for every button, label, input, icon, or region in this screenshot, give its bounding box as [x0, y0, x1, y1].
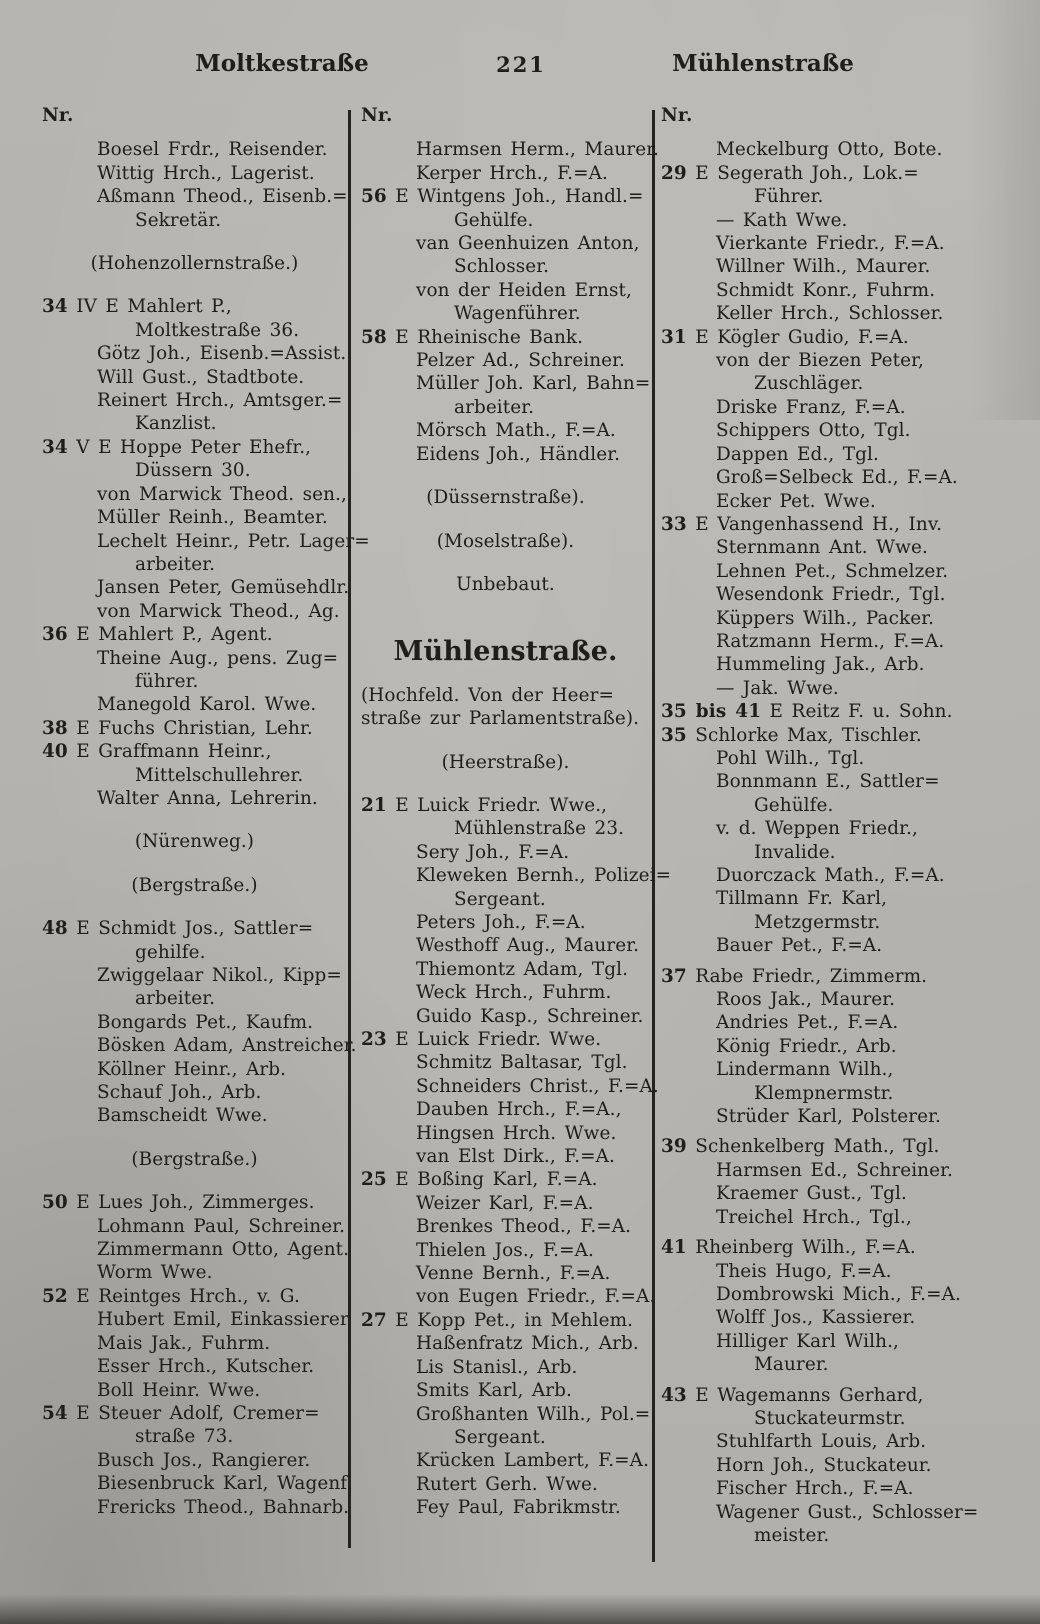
resident-line: Peters Joh., F.=A.	[416, 911, 586, 933]
resident-line: Dappen Ed., Tgl.	[716, 443, 879, 465]
resident-line: Lindermann Wilh.,	[716, 1059, 894, 1081]
resident-line: Strüder Karl, Polsterer.	[716, 1106, 941, 1128]
resident-line: (Hochfeld. Von der Heer=	[361, 684, 615, 706]
resident-line: Roos Jak., Maurer.	[716, 989, 896, 1011]
entry-line: 33 E Vangenhassend H., Inv.	[661, 513, 943, 535]
resident-line: Mittelschullehrer.	[135, 764, 304, 786]
house-number: 25	[361, 1169, 387, 1191]
resident-line: Klempnermstr.	[754, 1082, 894, 1104]
resident-line: Pelzer Ad., Schreiner.	[416, 350, 625, 372]
page-edge-shading	[970, 0, 1040, 420]
entry-line: 34 IV E Mahlert P.,	[42, 296, 232, 318]
cross-street-label: (Moselstraße).	[436, 530, 575, 552]
resident-line: Invalide.	[754, 841, 836, 863]
resident-line: von der Heiden Ernst,	[416, 279, 632, 301]
resident-line: Pohl Wilh., Tgl.	[716, 747, 865, 769]
resident-line: König Friedr., Arb.	[716, 1035, 897, 1057]
resident-line: Will Gust., Stadtbote.	[97, 366, 305, 388]
resident-line: van Elst Dirk., F.=A.	[416, 1146, 616, 1168]
resident-line: gehilfe.	[135, 941, 206, 963]
resident-line: Wagener Gust., Schlosser=	[716, 1501, 979, 1523]
resident-line: Schmidt Konr., Fuhrm.	[716, 279, 936, 301]
resident-line: Dombrowski Mich., F.=A.	[716, 1283, 961, 1305]
resident-line: Sery Joh., F.=A.	[416, 841, 570, 863]
directory-column-right	[661, 104, 979, 1547]
house-number: 38	[42, 717, 68, 739]
column-nr-label: Nr.	[361, 105, 393, 126]
resident-line: Köllner Heinr., Arb.	[97, 1058, 287, 1080]
resident-line: Reinert Hrch., Amtsger.=	[97, 390, 343, 412]
resident-line: von der Biezen Peter,	[716, 350, 924, 372]
resident-line: Meckelburg Otto, Bote.	[716, 139, 943, 161]
cross-street-label: (Heerstraße).	[441, 751, 570, 773]
resident-line: Theine Aug., pens. Zug=	[97, 647, 339, 669]
resident-line: Bongards Pet., Kaufm.	[97, 1011, 314, 1033]
directory-column-middle	[361, 104, 672, 1520]
entry-line: 39 Schenkelberg Math., Tgl.	[661, 1136, 940, 1158]
resident-line: Lohmann Paul, Schreiner.	[97, 1215, 346, 1237]
resident-line: Kanzlist.	[135, 413, 217, 435]
resident-line: Theis Hugo, F.=A.	[716, 1260, 892, 1282]
house-number: 31	[661, 326, 687, 348]
resident-line: Großhanten Wilh., Pol.=	[416, 1403, 651, 1425]
resident-line: Venne Bernh., F.=A.	[416, 1263, 611, 1285]
resident-line: Duorczack Math., F.=A.	[716, 865, 945, 886]
entry-line: 38 E Fuchs Christian, Lehr.	[42, 717, 313, 739]
resident-line: Mais Jak., Fuhrm.	[97, 1332, 271, 1354]
page-bottom-shadow	[0, 1594, 1040, 1624]
resident-line: Hingsen Hrch. Wwe.	[416, 1122, 617, 1144]
resident-line: Bonnmann E., Sattler=	[716, 771, 940, 793]
resident-line: Haßenfratz Mich., Arb.	[416, 1333, 639, 1355]
house-number: 36	[42, 624, 68, 646]
resident-line: Zimmermann Otto, Agent.	[97, 1239, 350, 1261]
resident-line: Wittig Hrch., Lagerist.	[97, 162, 315, 184]
resident-line: Jansen Peter, Gemüsehdlr.	[97, 577, 350, 599]
house-number: 56	[361, 186, 387, 208]
resident-line: Boll Heinr. Wwe.	[97, 1379, 261, 1401]
resident-line: Bauer Pet., F.=A.	[716, 935, 883, 957]
house-number: 23	[361, 1029, 387, 1050]
resident-line: Willner Wilh., Maurer.	[716, 256, 931, 278]
resident-line: Kraemer Gust., Tgl.	[716, 1183, 907, 1205]
resident-line: Fey Paul, Fabrikmstr.	[416, 1497, 621, 1519]
header-street-left: Moltkestraße	[195, 50, 369, 77]
resident-line: Schauf Joh., Arb.	[97, 1082, 262, 1104]
house-number: 54	[42, 1402, 68, 1424]
resident-line: Aßmann Theod., Eisenb.=	[97, 186, 348, 208]
resident-line: Bösken Adam, Anstreicher.	[97, 1035, 357, 1057]
entry-line: 23 E Luick Friedr. Wwe.	[361, 1029, 602, 1050]
entry-line: 29 E Segerath Joh., Lok.=	[661, 162, 919, 184]
resident-line: Kerper Hrch., F.=A.	[416, 162, 608, 184]
resident-line: Frericks Theod., Bahnarb.	[97, 1496, 350, 1518]
resident-line: Driske Franz, F.=A.	[716, 396, 906, 418]
entry-line: 41 Rheinberg Wilh., F.=A.	[661, 1237, 916, 1259]
resident-line: Harmsen Ed., Schreiner.	[716, 1159, 953, 1181]
resident-line: Rutert Gerh. Wwe.	[416, 1473, 598, 1495]
resident-line: Schippers Otto, Tgl.	[716, 420, 911, 442]
resident-line: Maurer.	[754, 1354, 829, 1376]
resident-line: Zuschläger.	[754, 373, 864, 395]
resident-line: Boesel Frdr., Reisender.	[97, 139, 328, 161]
resident-line: arbeiter.	[454, 396, 535, 418]
resident-line: Sergeant.	[454, 888, 546, 910]
house-number: 34	[42, 296, 68, 318]
resident-line: Thiemontz Adam, Tgl.	[416, 958, 629, 980]
column-divider	[348, 110, 351, 1548]
note-text: Unbebaut.	[456, 573, 555, 595]
resident-line: meister.	[754, 1524, 830, 1546]
resident-line: Stuckateurmstr.	[754, 1407, 906, 1429]
resident-line: Walter Anna, Lehrerin.	[97, 787, 318, 809]
street-section-heading: Mühlenstraße.	[393, 636, 618, 668]
resident-line: Fischer Hrch., F.=A.	[716, 1478, 914, 1500]
resident-line: Dauben Hrch., F.=A.,	[416, 1099, 622, 1121]
resident-line: Ratzmann Herm., F.=A.	[716, 630, 945, 652]
entry-line: 35 Schlorke Max, Tischler.	[661, 724, 922, 746]
resident-line: Keller Hrch., Schlosser.	[716, 303, 944, 325]
resident-line: arbeiter.	[135, 553, 216, 575]
resident-line: Gehülfe.	[454, 209, 534, 231]
resident-line: Tillmann Fr. Karl,	[716, 888, 888, 910]
resident-line: Ecker Pet. Wwe.	[716, 490, 876, 512]
entry-line: 58 E Rheinische Bank.	[361, 326, 584, 348]
resident-line: Götz Joh., Eisenb.=Assist.	[97, 343, 347, 365]
resident-line: Treichel Hrch., Tgl.,	[716, 1206, 912, 1228]
resident-line: Führer.	[754, 186, 824, 208]
resident-line: von Marwick Theod. sen.,	[97, 483, 347, 505]
resident-line: straße zur Parlamentstraße).	[361, 708, 640, 730]
entry-line: 21 E Luick Friedr. Wwe.,	[361, 794, 608, 816]
house-number: 58	[361, 326, 387, 348]
column-divider	[652, 110, 655, 1562]
house-number: 33	[661, 513, 687, 535]
resident-line: Lehnen Pet., Schmelzer.	[716, 560, 949, 582]
house-number: 35 bis 41	[661, 701, 762, 723]
entry-line: 40 E Graffmann Heinr.,	[42, 741, 272, 763]
resident-line: Wagenführer.	[454, 303, 581, 325]
house-number: 43	[661, 1384, 687, 1406]
directory-column-left	[42, 104, 370, 1519]
resident-line: arbeiter.	[135, 988, 216, 1010]
entry-line: 43 E Wagemanns Gerhard,	[661, 1384, 924, 1406]
resident-line: Eidens Joh., Händler.	[416, 443, 621, 465]
resident-line: Sternmann Ant. Wwe.	[716, 537, 928, 559]
house-number: 41	[661, 1237, 687, 1259]
resident-line: Schlosser.	[454, 256, 550, 278]
resident-line: Zwiggelaar Nikol., Kipp=	[97, 965, 342, 986]
resident-line: Metzgermstr.	[754, 911, 881, 933]
entry-line: 36 E Mahlert P., Agent.	[42, 624, 273, 646]
cross-street-label: (Hohenzollernstraße.)	[90, 253, 299, 275]
resident-line: v. d. Weppen Friedr.,	[716, 818, 918, 840]
house-number: 48	[42, 918, 68, 940]
resident-line: Mörsch Math., F.=A.	[416, 420, 616, 442]
entry-line: 52 E Reintges Hrch., v. G.	[42, 1285, 300, 1307]
resident-line: Smits Karl, Arb.	[416, 1380, 572, 1402]
resident-line: Weizer Karl, F.=A.	[416, 1192, 594, 1214]
entry-line: 54 E Steuer Adolf, Cremer=	[42, 1402, 320, 1424]
house-number: 29	[661, 162, 687, 184]
resident-line: van Geenhuizen Anton,	[416, 233, 640, 255]
house-number: 52	[42, 1285, 68, 1307]
resident-line: Müller Joh. Karl, Bahn=	[416, 373, 651, 395]
header-street-right: Mühlenstraße	[672, 50, 854, 77]
resident-line: Hummeling Jak., Arb.	[716, 654, 925, 676]
entry-line: 27 E Kopp Pet., in Mehlem.	[361, 1309, 634, 1331]
resident-line: Biesenbruck Karl, Wagenf.	[97, 1473, 353, 1495]
entry-line: 25 E Boßing Karl, F.=A.	[361, 1169, 598, 1191]
column-nr-label: Nr.	[661, 105, 693, 126]
resident-line: Harmsen Herm., Maurer.	[416, 139, 660, 161]
resident-line: Groß=Selbeck Ed., F.=A.	[716, 467, 958, 489]
resident-line: Kleweken Bernh., Polizei=	[416, 865, 672, 887]
cross-street-label: (Bergstraße.)	[131, 874, 258, 896]
cross-street-label: (Nürenweg.)	[134, 831, 255, 853]
entry-line: 35 bis 41 E Reitz F. u. Sohn.	[661, 701, 953, 723]
house-number: 39	[661, 1136, 687, 1158]
house-number: 34	[42, 436, 68, 458]
page-header	[0, 50, 1040, 90]
resident-line: Esser Hrch., Kutscher.	[97, 1356, 315, 1378]
resident-line: Sekretär.	[135, 209, 222, 231]
resident-line: Schneiders Christ., F.=A.	[416, 1075, 659, 1097]
resident-line: Horn Joh., Stuckateur.	[716, 1454, 932, 1476]
resident-line: Düssern 30.	[135, 460, 251, 482]
resident-line: Andries Pet., F.=A.	[716, 1012, 899, 1034]
house-number: 40	[42, 741, 68, 763]
entry-line: 48 E Schmidt Jos., Sattler=	[42, 918, 314, 940]
resident-line: Brenkes Theod., F.=A.	[416, 1216, 632, 1238]
house-number: 37	[661, 965, 687, 987]
resident-line: Hilliger Karl Wilh.,	[716, 1330, 899, 1352]
resident-line: Vierkante Friedr., F.=A.	[716, 233, 945, 255]
resident-line: Stuhlfarth Louis, Arb.	[716, 1431, 927, 1453]
house-number: 27	[361, 1309, 387, 1331]
cross-street-label: (Bergstraße.)	[131, 1148, 258, 1170]
entry-line: 50 E Lues Joh., Zimmerges.	[42, 1192, 315, 1214]
house-number: 50	[42, 1192, 68, 1214]
resident-line: Moltkestraße 36.	[135, 319, 300, 341]
resident-line: Mühlenstraße 23.	[454, 818, 625, 840]
resident-line: Schmitz Baltasar, Tgl.	[416, 1052, 628, 1074]
house-number: 35	[661, 724, 687, 746]
resident-line: Hubert Emil, Einkassierer.	[97, 1309, 353, 1331]
resident-line: Guido Kasp., Schreiner.	[416, 1005, 644, 1027]
resident-line: straße 73.	[135, 1426, 234, 1448]
column-nr-label: Nr.	[42, 105, 74, 126]
resident-line: Thielen Jos., F.=A.	[416, 1239, 594, 1261]
cross-street-label: (Düssernstraße).	[426, 487, 585, 509]
resident-line: Küppers Wilh., Packer.	[716, 607, 935, 629]
resident-line: von Marwick Theod., Ag.	[97, 600, 340, 622]
resident-line: Worm Wwe.	[97, 1262, 213, 1284]
page-number: 221	[496, 52, 546, 77]
resident-line: Gehülfe.	[754, 794, 834, 816]
resident-line: führer.	[135, 670, 199, 692]
entry-line: 56 E Wintgens Joh., Handl.=	[361, 186, 644, 208]
resident-line: Wolff Jos., Kassierer.	[716, 1307, 916, 1329]
entry-line: 31 E Kögler Gudio, F.=A.	[661, 326, 909, 348]
resident-line: Manegold Karol. Wwe.	[97, 694, 317, 716]
resident-line: — Kath Wwe.	[716, 209, 848, 231]
resident-line: — Jak. Wwe.	[716, 677, 839, 699]
house-number: 21	[361, 794, 387, 816]
resident-line: Busch Jos., Rangierer.	[97, 1449, 311, 1471]
resident-line: Krücken Lambert, F.=A.	[416, 1450, 650, 1472]
resident-line: Lis Stanisl., Arb.	[416, 1356, 578, 1378]
entry-line: 34 V E Hoppe Peter Ehefr.,	[42, 436, 312, 458]
resident-line: Bamscheidt Wwe.	[97, 1105, 268, 1127]
resident-line: Wesendonk Friedr., Tgl.	[716, 584, 946, 606]
resident-line: Westhoff Aug., Maurer.	[416, 935, 640, 957]
resident-line: Lechelt Heinr., Petr. Lager=	[97, 530, 370, 552]
resident-line: Sergeant.	[454, 1426, 546, 1448]
resident-line: Weck Hrch., Fuhrm.	[416, 982, 612, 1004]
resident-line: von Eugen Friedr., F.=A.	[416, 1286, 656, 1308]
resident-line: Müller Reinh., Beamter.	[97, 507, 328, 529]
entry-line: 37 Rabe Friedr., Zimmerm.	[661, 965, 928, 987]
